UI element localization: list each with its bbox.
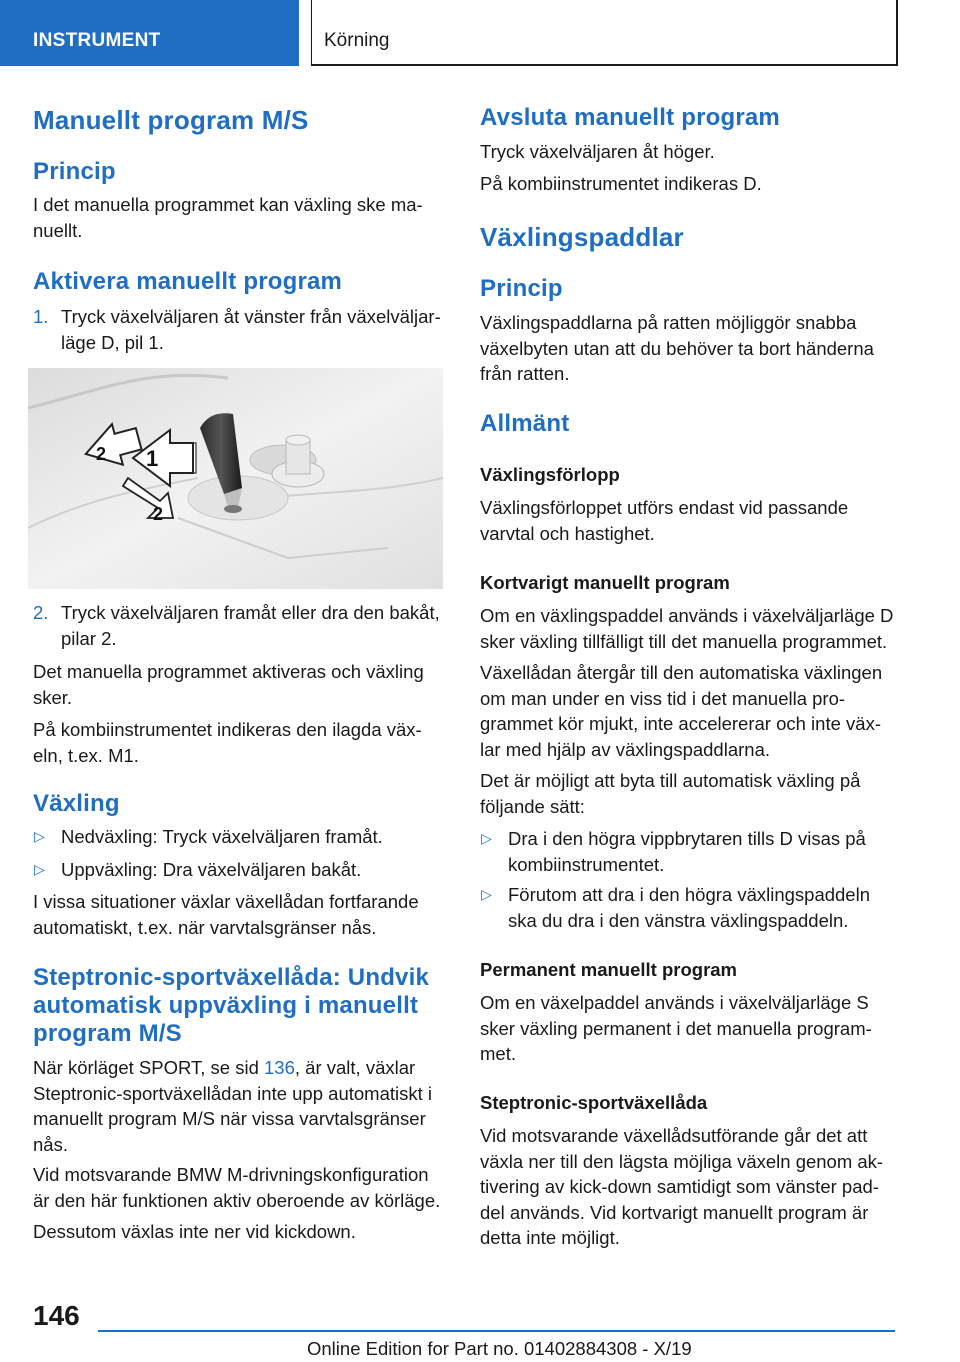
auto-text: I vissa situationer växlar växellådan fortfarande automatiskt, t.ex. när varvtalsgränser nås. (33, 891, 419, 938)
steptronic-sport-text: Vid motsvarande växellådsutförande går det att växla ner till den lägsta möjliga växeln genom ak- tivering av kick-down samtidigt som vänster pad- del används. Vid kortvarigt manuellt program är detta inte möjligt. (480, 1125, 884, 1248)
chapter-label: Körning (324, 30, 390, 51)
exit-text-1: Tryck växelväljaren åt höger. (480, 141, 715, 162)
step-2 (33, 600, 476, 651)
triangle-bullet-icon: ▷ (481, 886, 492, 902)
principle-text: I det manuella programmet kan växling ske ma- nuellt. (33, 194, 423, 241)
sequence-text: Växlingsförloppet utförs endast vid passande varvtal och hastighet. (480, 497, 849, 544)
section-tab (0, 0, 299, 66)
perm-heading: Permanent manuellt program (480, 959, 738, 980)
steptronic-text-a: När körläget SPORT, se sid (33, 1057, 264, 1078)
shifting-heading: Växling (33, 790, 120, 817)
paddles-principle-text: Växlingspaddlarna på ratten möjliggör snabba växelbyten utan att du behöver ta bort händerna från ratten. (480, 312, 874, 384)
triangle-bullet-icon: ▷ (34, 861, 45, 877)
section-label: INSTRUMENT (33, 30, 161, 51)
short-bullet-1-text: Dra i den högra vippbrytaren tills D visas på kombiinstrumentet. (508, 828, 866, 875)
gear-selector-image (28, 368, 443, 589)
footer-edition: Online Edition for Part no. 01402884308 - X/19 (307, 1338, 692, 1359)
step-1-text: Tryck växelväljaren åt vänster från växelväljar- läge D, pil 1. (61, 306, 441, 353)
exit-text-2: På kombiinstrumentet indikeras D. (480, 173, 762, 194)
steptronic-sport-heading: Steptronic-sportväxellåda (480, 1092, 708, 1113)
activate-heading: Aktivera manuellt program (33, 268, 343, 295)
triangle-bullet-icon: ▷ (481, 830, 492, 846)
short-text-2: Växellådan återgår till den automatiska växlingen om man under en viss tid i det manuella pro- grammet kör mjukt, inte accelererar och inte väx- lar med hjälp av växlingspaddlarna. (480, 662, 883, 760)
bullet-upshift-text: Uppväxling: Dra växelväljaren bakåt. (61, 859, 362, 880)
footer-divider (98, 1330, 895, 1332)
bmw-m-text: Vid motsvarande BMW M-drivningskonfiguration är den här funktionen aktiv oberoende av körläge. (33, 1164, 441, 1211)
bullet-downshift (33, 824, 476, 850)
short-bullet-2 (480, 882, 928, 933)
triangle-bullet-icon: ▷ (34, 828, 45, 844)
short-text-3: Det är möjligt att byta till automatisk växling på följande sätt: (480, 770, 861, 817)
step-1 (33, 304, 476, 355)
page-title: Manuellt program M/S (33, 105, 309, 135)
gear-selector-illustration (28, 368, 443, 589)
general-heading: Allmänt (480, 410, 570, 437)
arrow-2a-label: 2 (96, 444, 107, 464)
sequence-heading: Växlingsförlopp (480, 464, 620, 485)
perm-text: Om en växelpaddel används i växelväljarläge S sker växling permanent i det manuella program- met. (480, 992, 872, 1064)
arrow-2b-label: 2 (153, 504, 164, 524)
steptronic-text-b: , är valt, växlar Steptronic-sportväxellådan inte upp automatiskt i manuellt program M/S när vissa varvtalsgränser nås. (33, 1057, 432, 1155)
bullet-downshift-text: Nedväxling: Tryck växelväljaren framåt. (61, 826, 383, 847)
indicated-text: På kombiinstrumentet indikeras den ilagda väx- eln, t.ex. M1. (33, 719, 422, 766)
page-link-136[interactable]: 136 (264, 1057, 295, 1078)
short-bullet-2-text: Förutom att dra i den högra växlingspaddeln ska du dra i den vänstra växlingspaddeln. (508, 884, 870, 931)
paddles-title: Växlingspaddlar (480, 222, 684, 252)
short-text-1: Om en växlingspaddel används i växelväljarläge D sker växling tillfälligt till det manuella programmet. (480, 605, 894, 652)
step-2-text: Tryck växelväljaren framåt eller dra den bakåt, pilar 2. (61, 602, 440, 649)
step-2-number: 2. (33, 602, 49, 623)
page-number: 146 (33, 1300, 80, 1331)
paddles-principle-heading: Princip (480, 275, 563, 302)
steptronic-text (33, 1055, 453, 1157)
bullet-upshift (33, 857, 476, 883)
short-heading: Kortvarigt manuellt program (480, 572, 730, 593)
steptronic-heading: Steptronic-sportväxellåda: Undvik automatisk uppväxling i manuellt program M/S (33, 964, 430, 1047)
principle-heading: Princip (33, 158, 116, 185)
short-bullet-1 (480, 826, 928, 877)
kickdown-text: Dessutom växlas inte ner vid kickdown. (33, 1221, 356, 1242)
step-1-number: 1. (33, 306, 49, 327)
chapter-tab (311, 0, 898, 66)
exit-heading: Avsluta manuellt program (480, 104, 780, 131)
arrow-1-label: 1 (146, 446, 159, 471)
activated-text: Det manuella programmet aktiveras och växling sker. (33, 661, 424, 708)
